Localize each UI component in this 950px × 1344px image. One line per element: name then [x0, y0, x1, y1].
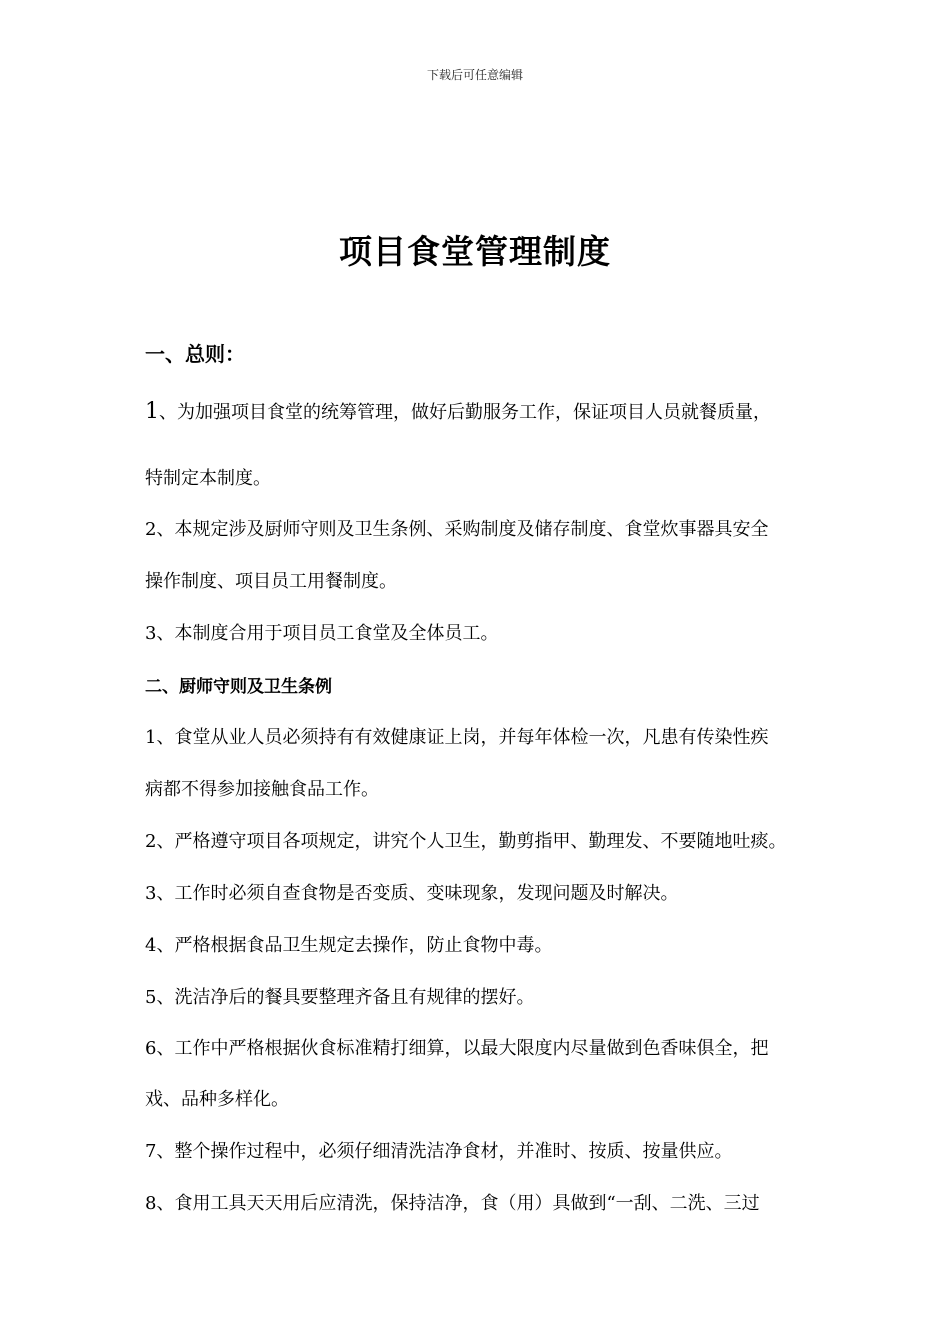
section-2-line: 病都不得参加接触食品工作。 — [145, 779, 379, 800]
section-2-line: 2、严格遵守项目各项规定，讲究个人卫生，勤剪指甲、勤理发、不要随地吐痰。 — [145, 831, 787, 852]
section-2-line: 5、洗洁净后的餐具要整理齐备且有规律的摆好。 — [145, 987, 535, 1008]
section-2-line: 戏、品种多样化。 — [145, 1089, 289, 1110]
header-note: 下载后可任意编辑 — [426, 68, 523, 82]
section-1-paragraph-2-line-1: 2、本规定涉及厨师守则及卫生条例、采购制度及储存制度、食堂炊事器具安全 — [145, 519, 769, 540]
section-2-line: 4、严格根据食品卫生规定去操作，防止食物中毒。 — [145, 935, 553, 956]
section-1-heading: 一、总则： — [145, 342, 245, 366]
section-2-line: 3、工作时必须自查食物是否变质、变味现象，发现问题及时解决。 — [145, 883, 679, 904]
section-2-line: 1、食堂从业人员必须持有有效健康证上岗，并每年体检一次，凡患有传染性疾 — [145, 727, 769, 748]
paragraph-number: 1 — [145, 399, 159, 424]
section-2-line: 7、整个操作过程中，必须仔细清洗洁净食材，并准时、按质、按量供应。 — [145, 1141, 733, 1162]
section-1-paragraph-1-line-2: 特制定本制度。 — [145, 468, 271, 489]
section-2-heading: 二、厨师守则及卫生条例 — [145, 677, 332, 697]
section-1-paragraph-2-line-2: 操作制度、项目员工用餐制度。 — [145, 571, 397, 592]
section-1-paragraph-1-line-1 — [145, 398, 771, 424]
section-2-line: 8、食用工具天天用后应清洗，保持洁净，食（用）具做到“一刮、二洗、三过 — [145, 1193, 760, 1214]
document-title: 项目食堂管理制度 — [339, 232, 611, 271]
section-1-paragraph-3: 3、本制度合用于项目员工食堂及全体员工。 — [145, 623, 499, 644]
paragraph-text: 、为加强项目食堂的统筹管理，做好后勤服务工作，保证项目人员就餐质量， — [159, 402, 771, 423]
section-2-line: 6、工作中严格根据伙食标准精打细算，以最大限度内尽量做到色香味俱全，把 — [145, 1038, 769, 1059]
